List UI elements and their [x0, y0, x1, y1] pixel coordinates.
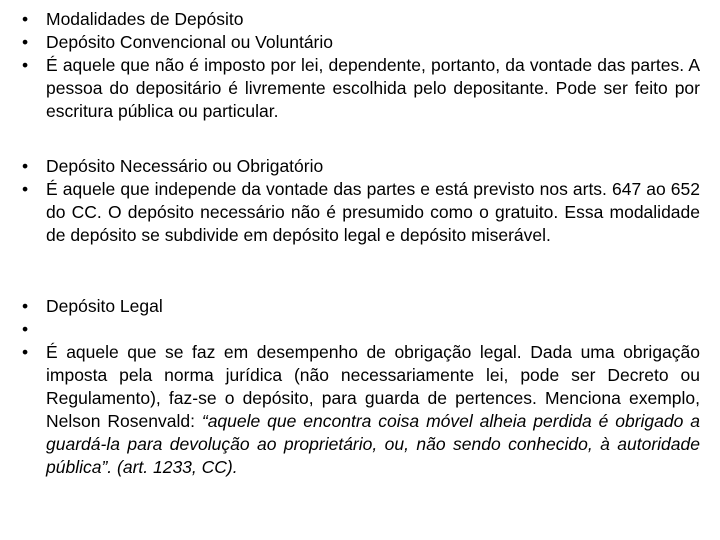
bullet-icon: •: [22, 156, 29, 176]
bullet-list-voluntario: [22, 8, 700, 123]
quote-text: “aquele que encontra coisa móvel alheia perdida é obrigado a guardá-la para devolução ao proprietário, ou, não sendo conhecido, à autoridade pública”. (art. 1233, CC).: [46, 411, 701, 477]
bullet-icon: •: [22, 319, 29, 339]
bullet-icon: •: [22, 32, 29, 52]
paragraph-text: É aquele que não é imposto por lei, dependente, portanto, da vontade das partes. A pessoa do depositário é livremente escolhida pelo depositante. Pode ser feito por escritura pública ou particular.: [46, 55, 700, 121]
list-item: [22, 155, 700, 178]
paragraph-text: É aquele que independe da vontade das partes e está previsto nos arts. 647 ao 652 do CC. O depósito necessário não é presumido como o gratuito. Essa modalidade de depósito se subdivide em depósito legal e depósito miserável.: [46, 179, 700, 245]
bullet-icon: •: [22, 296, 29, 316]
paragraph-plain-text: É aquele que se faz em desempenho de obrigação legal. Dada uma obrigação imposta pela norma jurídica (não necessariamente lei, pode ser Decreto ou Regulamento), faz-se o depósito, para guarda de pertences. Menciona exemplo, Nelson Rosenvald:: [46, 342, 700, 431]
subsection-heading: Depósito Necessário ou Obrigatório: [46, 156, 324, 176]
list-item-empty: [22, 318, 700, 341]
subsection-heading: Depósito Convencional ou Voluntário: [46, 32, 333, 52]
bullet-icon: •: [22, 9, 29, 29]
paragraph-text: [46, 341, 700, 479]
list-item: [22, 8, 700, 31]
bullet-icon: •: [22, 342, 29, 362]
list-item: [22, 341, 700, 479]
bullet-icon: •: [22, 55, 29, 75]
list-item: [22, 178, 700, 247]
subsection-heading: Depósito Legal: [46, 296, 163, 316]
list-item: [22, 295, 700, 318]
bullet-list-legal: [22, 295, 700, 479]
bullet-list-necessario: [22, 155, 700, 247]
list-item: [22, 31, 700, 54]
bullet-icon: •: [22, 179, 29, 199]
list-item: [22, 54, 700, 123]
section-title: Modalidades de Depósito: [46, 9, 244, 29]
